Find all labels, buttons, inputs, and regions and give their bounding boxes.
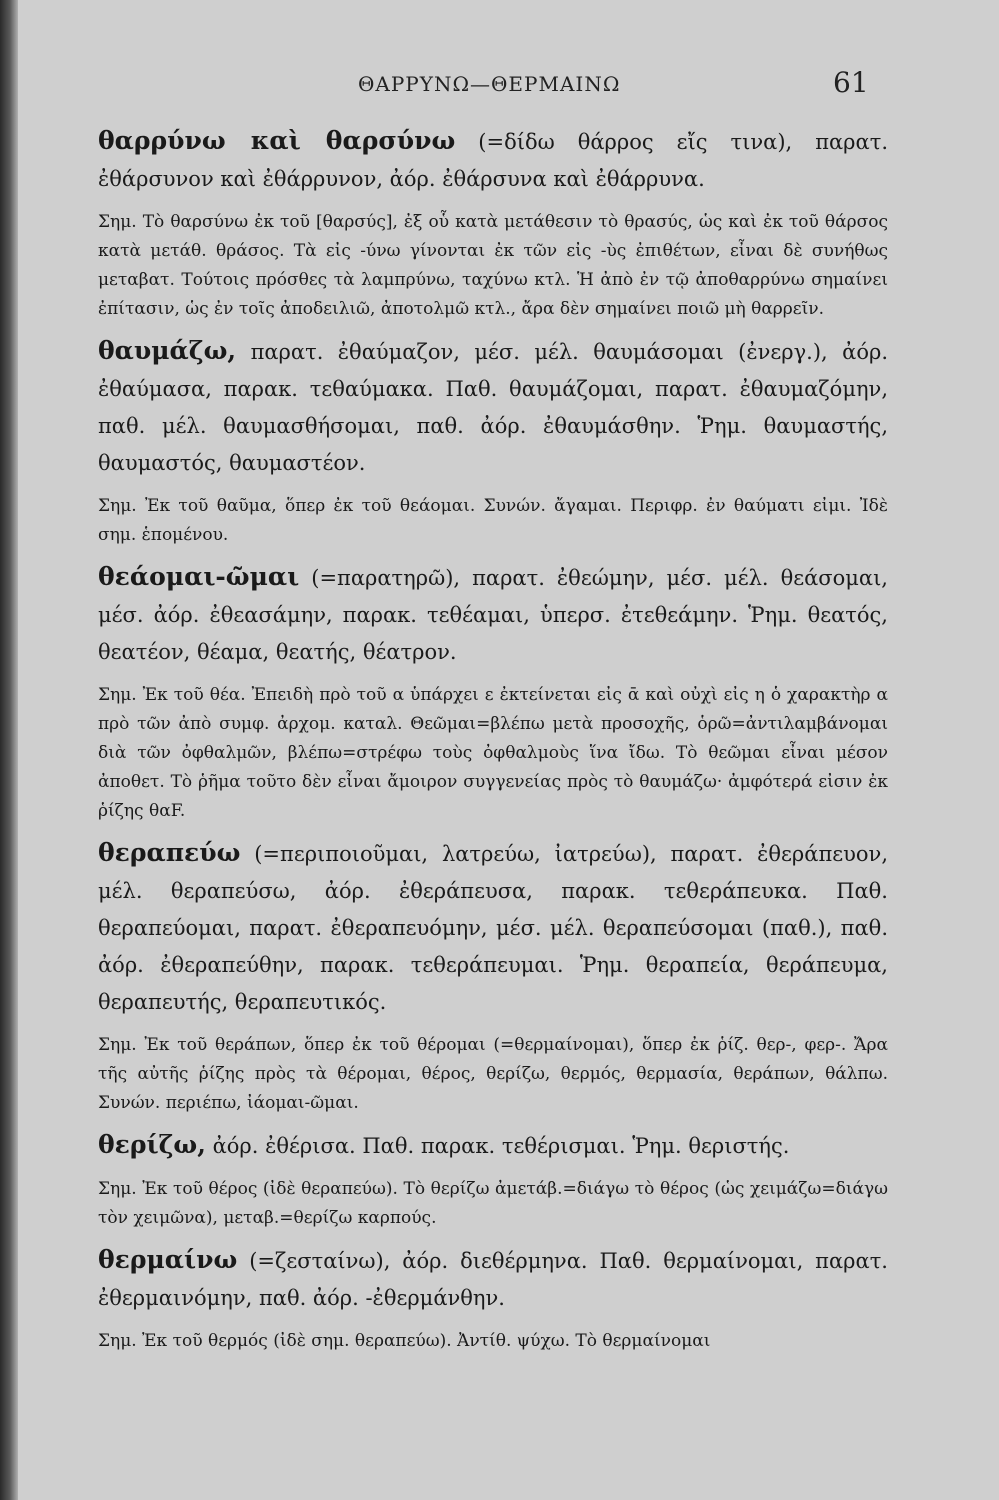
entry-headword: θαυμάζω, <box>98 336 237 365</box>
entry-thermaino <box>98 1241 888 1317</box>
entry-text: ἀόρ. ἐθέρισα. Παθ. παρακ. τεθέρισμαι. Ῥημ. θεριστής. <box>212 1134 790 1158</box>
entry-therapeuo <box>98 834 888 1021</box>
entry-body <box>98 1241 888 1317</box>
entry-theaomai <box>98 558 888 671</box>
note-text: Σημ. Ἐκ τοῦ θέρος (ἰδὲ θεραπεύω). Τὸ θερίζω ἀμετάβ.=διάγω τὸ θέρος (ὡς χειμάζω=διάγω τὸν χειμῶνα), μεταβ.=θερίζω καρπούς. <box>98 1179 888 1228</box>
running-header: ΘΑΡΡΥΝΩ—ΘΕΡΜΑΙΝΩ <box>358 72 621 96</box>
note-text: Σημ. Ἐκ τοῦ θερμός (ἰδὲ σημ. θεραπεύω). Ἀντίθ. ψύχω. Τὸ θερμαίνομαι <box>98 1331 711 1351</box>
entry-headword: θερίζω, <box>98 1130 206 1159</box>
entry-body <box>98 558 888 671</box>
entry-note <box>98 1031 888 1118</box>
entry-headword: θεάομαι-ῶμαι <box>98 562 300 591</box>
entry-text: (=περιποιοῦμαι, λατρεύω, ἰατρεύω), παρατ. ἐθεράπευον, μέλ. θεραπεύσω, ἀόρ. ἐθεράπευσα, παρακ. τεθεράπευκα. Παθ. θεραπεύομαι, παρατ. ἐθεραπευόμην, μέσ. μέλ. θεραπεύσομαι (παθ.), παθ. ἀόρ. ἐθεραπεύθην, παρακ. τεθεράπευμαι. Ῥημ. θεραπεία, θεράπευμα, θεραπευτής, θεραπευτικός. <box>98 842 888 1014</box>
note-text: Σημ. Ἐκ τοῦ θεράπων, ὅπερ ἐκ τοῦ θέρομαι (=θερμαίνομαι), ὅπερ ἐκ ῥίζ. θερ-, φερ-. Ἄρα τῆς αὐτῆς ῥίζης πρὸς τὰ θέρομαι, θέρος, θερίζω, θερμός, θερμασία, θεράπων, θάλπω. Συνών. περιέπω, ἰάομαι-ῶμαι. <box>98 1035 888 1113</box>
note-text: Σημ. Ἐκ τοῦ θαῦμα, ὅπερ ἐκ τοῦ θεάομαι. Συνών. ἄγαμαι. Περιφρ. ἐν θαύματι εἰμι. Ἰδὲ σημ. ἑπομένου. <box>98 496 888 545</box>
dictionary-content <box>98 122 888 1364</box>
page-number: 61 <box>833 66 869 99</box>
scan-gutter-edge <box>0 0 18 1500</box>
entry-thaumazo <box>98 332 888 482</box>
entry-note <box>98 492 888 550</box>
entry-headword: θεραπεύω <box>98 838 241 867</box>
entry-body <box>98 122 888 198</box>
entry-text: παρατ. ἐθαύμαζον, μέσ. μέλ. θαυμάσομαι (ἐνεργ.), ἀόρ. ἐθαύμασα, παρακ. τεθαύμακα. Παθ. θαυμάζομαι, παρατ. ἐθαυμαζόμην, παθ. μέλ. θαυμασθήσομαι, παθ. ἀόρ. ἐθαυμάσθην. Ῥημ. θαυμαστής, θαυμαστός, θαυμαστέον. <box>98 340 888 475</box>
entry-note <box>98 1175 888 1233</box>
entry-text: (=δίδω θάρρος εἴς τινα), παρατ. ἐθάρσυνον καὶ ἐθάρρυνον, ἀόρ. ἐθάρσυνα καὶ ἐθάρρυνα. <box>98 130 888 191</box>
entry-body <box>98 1126 888 1165</box>
entry-note <box>98 1327 888 1356</box>
entry-text: (=ζεσταίνω), ἀόρ. διεθέρμηνα. Παθ. θερμαίνομαι, παρατ. ἐθερμαινόμην, παθ. ἀόρ. -ἐθερμάνθην. <box>98 1249 888 1310</box>
note-text: Σημ. Τὸ θαρσύνω ἐκ τοῦ [θαρσύς], ἐξ οὗ κατὰ μετάθεσιν τὸ θρασύς, ὡς καὶ ἐκ τοῦ θάρσος κατὰ μετάθ. θράσος. Τὰ εἰς -ύνω γίνονται ἐκ τῶν εἰς -ὺς ἐπιθέτων, εἶναι δὲ συνήθως μεταβατ. Τούτοις πρόσθες τὰ λαμπρύνω, ταχύνω κτλ. Ἡ ἀπὸ ἐν τῷ ἀποθαρρύνω σημαίνει ἐπίτασιν, ὡς ἐν τοῖς ἀποδειλιῶ, ἀποτολμῶ κτλ., ἄρα δὲν σημαίνει ποιῶ μὴ θαρρεῖν. <box>98 212 888 319</box>
book-page <box>18 0 999 1500</box>
entry-text: (=παρατηρῶ), παρατ. ἐθεώμην, μέσ. μέλ. θεάσομαι, μέσ. ἀόρ. ἐθεασάμην, παρακ. τεθέαμαι, ὑπερσ. ἐτεθεάμην. Ῥημ. θεατός, θεατέον, θέαμα, θεατής, θέατρον. <box>98 566 888 664</box>
note-text: Σημ. Ἐκ τοῦ θέα. Ἐπειδὴ πρὸ τοῦ α ὑπάρχει ε ἐκτείνεται εἰς ᾱ καὶ οὐχὶ εἰς η ὁ χαρακτὴρ α πρὸ τῶν ἀπὸ συμφ. ἀρχομ. καταλ. Θεῶμαι=βλέπω μετὰ προσοχῆς, ὁρῶ=ἀντιλαμβάνομαι διὰ τῶν ὀφθαλμῶν, βλέπω=στρέφω τοὺς ὀφθαλμοὺς ἵνα ἴδω. Τὸ θεῶμαι εἶναι μέσον ἀποθετ. Τὸ ῥῆμα τοῦτο δὲν εἶναι ἄμοιρον συγγενείας πρὸς τὸ θαυμάζω· ἀμφότερά εἰσιν ἐκ ῥίζης θαF. <box>98 685 888 821</box>
entry-body <box>98 332 888 482</box>
entry-tharryno <box>98 122 888 198</box>
entry-headword: θερμαίνω <box>98 1245 238 1274</box>
entry-therizo <box>98 1126 888 1165</box>
entry-headword: θαρρύνω καὶ θαρσύνω <box>98 126 456 155</box>
entry-note <box>98 208 888 324</box>
entry-body <box>98 834 888 1021</box>
entry-note <box>98 681 888 826</box>
